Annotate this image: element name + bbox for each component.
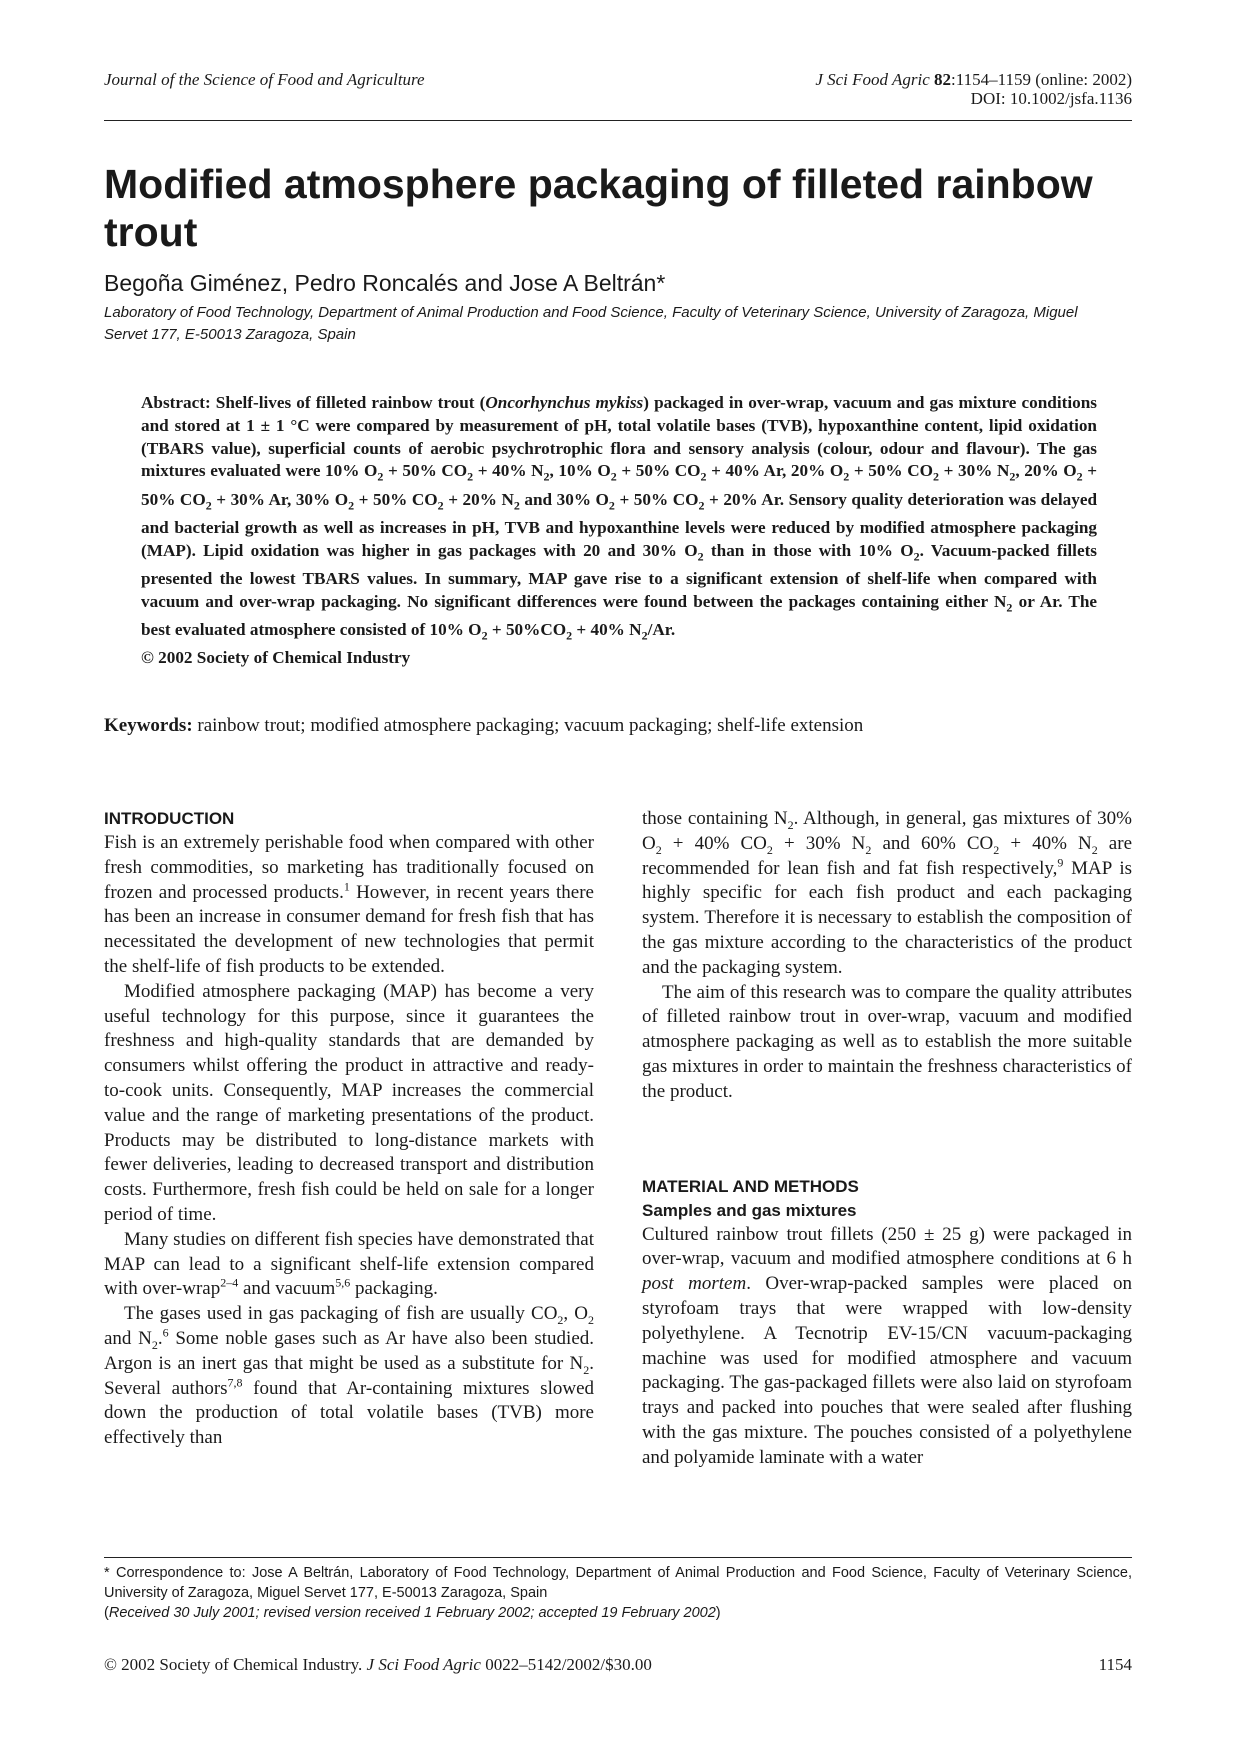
abstract-copyright: © 2002 Society of Chemical Industry (141, 648, 411, 668)
abstract-text: than in those with 10% O (703, 540, 914, 560)
abstract-text: + 20% Ar. Sensory quality deterioration was delayed and bacterial growth as well as increases in pH, TVB and hypoxanthine levels were reduced by modified atmosphere packaging (MAP). Lipid oxidation was higher in gas packages with 20 and 30% O (141, 489, 1098, 560)
subscript: 2 (1009, 469, 1016, 484)
paragraph: Modified atmosphere packaging (MAP) has become a very useful technology for this purpose, since it guarantees the freshness and high-quality standards that are demanded by consumers whilst offering the product in attractive and ready-to-cook units. Consequently, MAP increases the commercial value and the range of marketing presentations of the product. Products may be distributed to long-distance markets with fewer deliveries, leading to decreased transport and distribution costs. Furthermore, fresh fish could be held on sale for a longer period of time. (104, 980, 594, 1225)
abstract-text: + 50% CO (383, 461, 468, 481)
abstract-text: and 30% O (519, 489, 609, 509)
subscript: 2 (787, 817, 794, 832)
affiliation: Laboratory of Food Technology, Department of Animal Production and Food Science, Faculty of Veterinary Science, University of Zaragoza, Miguel Servet 177, E-50013 Zaragoza, Spain (104, 304, 1078, 343)
abstract-text: Shelf-lives of filleted rainbow trout ( (210, 393, 486, 412)
paragraph-text: . (157, 1327, 163, 1349)
abstract-text: /Ar. (647, 619, 676, 639)
keywords-text: rainbow trout; modified atmosphere packaging; vacuum packaging; shelf-life extension (197, 715, 864, 736)
paragraph-text: . Although, in general, gas mixtures of 30% O (642, 808, 1133, 854)
section-spacer (642, 1105, 1132, 1175)
paragraph-text: those containing N (642, 808, 788, 829)
paragraph-text: , O (563, 1303, 588, 1325)
reference-marker: 1 (343, 879, 350, 894)
paper-title: Modified atmosphere packaging of filleted rainbow trout (104, 161, 1093, 255)
received-dates (104, 1605, 721, 1621)
keywords-label: Keywords: (104, 715, 193, 736)
paragraph-text: + 40% N (999, 832, 1092, 854)
paragraph-text: are recommended for lean fish and fat fish respectively, (642, 832, 1132, 879)
reference-marker: 9 (1057, 855, 1064, 870)
paragraph-text: However, in recent years there has been an increase in consumer demand for fresh fish that has necessitated the development of new technologies that permit the shelf-life of fish products to be extended. (104, 881, 594, 977)
paragraph (104, 1228, 594, 1302)
italic-term: post mortem (642, 1273, 747, 1295)
abstract-text: ) packaged in over-wrap, vacuum and gas mixture conditions and stored at 1 ± 1 °C were compared by measurement of pH, total volatile bases (TVB), hypoxanthine content, lipid oxidation (TBARS value), superficial counts of aerobic psychrotrophic flora and sensory analysis (colour, odour and flavour). The gas mixtures evaluated were 10% O (141, 393, 1097, 481)
subscript: 2 (1091, 842, 1098, 857)
abstract-text: + 50% CO (614, 489, 699, 509)
reference-marker: 5,6 (335, 1276, 351, 1291)
header-rule (104, 120, 1132, 121)
subscript: 2 (587, 1312, 594, 1327)
abstract-text: + 30% N (938, 461, 1010, 481)
reference-marker: 6 (162, 1325, 169, 1340)
subscript: 2 (151, 1337, 158, 1352)
subscript: 2 (437, 498, 444, 513)
footer-journal: J Sci Food Agric (366, 1655, 481, 1674)
footnote-rule (104, 1557, 1132, 1558)
abstract-text: + 20% N (443, 489, 514, 509)
paragraph: The aim of this research was to compare the quality attributes of filleted rainbow trout in over-wrap, vacuum and modified atmosphere packaging as well as to establish the more suitable gas mixtures in order to maintain the freshness characteristics of the product. (642, 981, 1132, 1102)
paragraph-text: Cultured rainbow trout fillets (250 ± 25 g) were packaged in over-wrap, vacuum and modified atmosphere conditions at 6 h (642, 1223, 1132, 1270)
abstract-text: , 20% O (1015, 461, 1077, 481)
abstract-text: or Ar. The best evaluated atmosphere consisted of 10% O (141, 591, 1098, 639)
subscript: 2 (377, 469, 384, 484)
paragraph-text: Some noble gases such as Ar have also been studied. Argon is an inert gas that might be used as a substitute for N (104, 1327, 594, 1374)
keywords (104, 715, 863, 737)
citation-volume: 82 (934, 70, 951, 89)
paragraph (642, 1223, 1132, 1471)
citation-line (815, 70, 1132, 89)
abstract (141, 392, 1097, 670)
paragraph-text: The gases used in gas packaging of fish are usually CO (124, 1303, 558, 1325)
subscript: 2 (993, 842, 1000, 857)
subscript: 2 (698, 498, 705, 513)
abstract-label: Abstract: (141, 393, 211, 412)
paren: ) (715, 1605, 721, 1621)
doi: DOI: 10.1002/jsfa.1136 (970, 89, 1132, 108)
section-heading-introduction: INTRODUCTION (104, 809, 235, 828)
authors: Begoña Giménez, Pedro Roncalés and Jose A Beltrán* (104, 270, 666, 296)
paragraph-text: and N (104, 1327, 152, 1349)
paragraph (104, 1302, 594, 1451)
paragraph-text: MAP is highly specific for each fish product and each packaging system. Therefore it is necessary to establish the composition of the gas mixture according to the characteristics of the product and the packaging system. (642, 857, 1133, 978)
subscript: 2 (205, 498, 212, 513)
received-text: Received 30 July 2001; revised version received 1 February 2002; accepted 19 February 2002 (108, 1605, 716, 1621)
abstract-text: + 50%CO (487, 619, 567, 639)
paragraph-text: Many studies on different fish species have demonstrated that MAP can lead to a significant shelf-life extension compared with over-wrap (104, 1228, 594, 1300)
subscript: 2 (766, 842, 773, 857)
abstract-text: , 10% O (549, 461, 611, 481)
paragraph-text: + 30% N (772, 832, 866, 854)
subsection-heading: Samples and gas mixtures (642, 1200, 857, 1220)
subscript: 2 (566, 628, 573, 643)
paragraph-text: packaging. (350, 1278, 438, 1300)
subscript: 2 (932, 469, 939, 484)
abstract-text: + 40% N (473, 461, 544, 481)
citation-pages: :1154–1159 (online: 2002) (951, 70, 1132, 89)
right-column (642, 807, 1132, 1471)
journal-name: Journal of the Science of Food and Agriculture (104, 70, 425, 89)
subscript: 2 (543, 469, 550, 484)
abstract-text: + 50% CO (141, 461, 1098, 509)
subscript: 2 (481, 628, 488, 643)
page-number: 1154 (1098, 1655, 1132, 1674)
paren: ( (104, 1605, 109, 1621)
paragraph-text: + 40% CO (661, 832, 767, 854)
abstract-text: + 50% CO (354, 489, 438, 509)
subscript: 2 (843, 469, 850, 484)
reference-marker: 7,8 (227, 1375, 243, 1390)
abstract-text: + 30% Ar, 30% O (211, 489, 349, 509)
subscript: 2 (1076, 469, 1083, 484)
correspondence-footnote: * Correspondence to: Jose A Beltrán, Laboratory of Food Technology, Department of Animal Production and Food Science, Faculty of Veterinary Science, University of Zaragoza, Miguel Servet 177, E-50013 Zaragoza, Spain (104, 1565, 1132, 1601)
section-heading-methods: MATERIAL AND METHODS (642, 1176, 859, 1196)
subscript: 2 (655, 842, 662, 857)
citation-block (815, 70, 1132, 108)
subscript: 2 (865, 842, 872, 857)
subscript: 2 (610, 469, 617, 484)
paragraph (104, 831, 594, 980)
left-column (104, 807, 594, 1451)
paragraph-text: and 60% CO (871, 832, 994, 854)
species-name: Oncorhynchus mykiss (485, 393, 644, 412)
reference-marker: 2–4 (220, 1276, 239, 1291)
footer-copyright-text: © 2002 Society of Chemical Industry. (104, 1655, 363, 1674)
paragraph-text: and vacuum (238, 1278, 336, 1300)
abstract-text: + 40% N (572, 619, 642, 639)
subscript: 2 (348, 498, 355, 513)
paragraph (642, 807, 1132, 981)
subscript: 2 (467, 469, 474, 484)
subscript: 2 (697, 549, 704, 564)
subscript: 2 (608, 498, 615, 513)
abstract-text: + 50% CO (849, 461, 933, 481)
subscript: 2 (913, 549, 920, 564)
paragraph-text: . Over-wrap-packed samples were placed on styrofoam trays that were wrapped with low-density polyethylene. A Tecnotrip EV-15/CN vacuum-packaging machine was used for modified atmosphere and vacuum packaging. The gas-packaged fillets were also laid on styrofoam trays and packed into pouches that were sealed after flushing with the gas mixture. The pouches consisted of a polyethylene and polyamide laminate with a water (642, 1273, 1132, 1468)
abstract-text: . Vacuum-packed fillets presented the lowest TBARS values. In summary, MAP gave rise to a significant extension of shelf-life when compared with vacuum and over-wrap packaging. No significant differences were found between the packages containing either N (141, 540, 1097, 611)
paragraph-text: Fish is an extremely perishable food when compared with other fresh commodities, so marketing has traditionally focused on frozen and processed products. (104, 832, 594, 903)
footer-issn: 0022–5142/2002/$30.00 (485, 1655, 652, 1674)
paragraph-text: found that Ar-containing mixtures slowed down the production of total volatile bases (TVB) more effectively than (104, 1377, 594, 1449)
footer-copyright (104, 1655, 652, 1675)
subscript: 2 (557, 1312, 564, 1327)
citation-journal: J Sci Food Agric (815, 70, 930, 89)
subscript: 2 (1006, 600, 1013, 615)
subscript: 2 (700, 469, 707, 484)
subscript: 2 (641, 628, 648, 643)
abstract-text: + 40% Ar, 20% O (706, 461, 844, 481)
abstract-text: + 50% CO (616, 461, 701, 481)
subscript: 2 (513, 498, 520, 513)
paragraph-text: . Several authors (104, 1352, 594, 1399)
subscript: 2 (583, 1362, 590, 1377)
